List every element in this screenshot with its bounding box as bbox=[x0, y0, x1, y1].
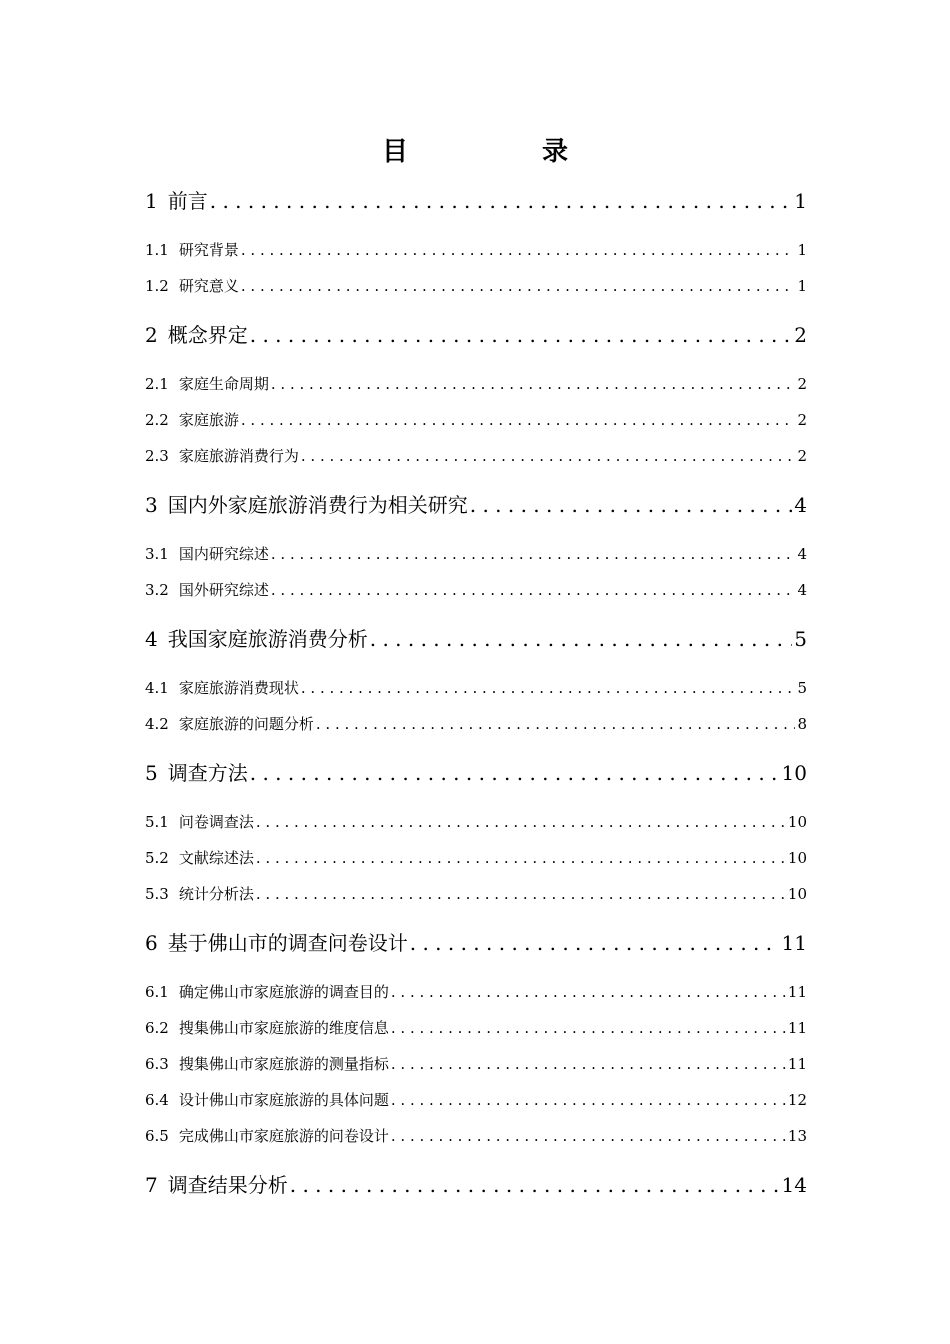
toc-page-number: 5 bbox=[794, 627, 807, 651]
toc-dot-leader bbox=[391, 1016, 786, 1040]
toc-title: 目 录 bbox=[381, 137, 622, 167]
toc-dot-leader bbox=[470, 490, 793, 520]
toc-entry-label: 搜集佛山市家庭旅游的维度信息 bbox=[178, 1019, 389, 1037]
toc-entry-label: 家庭生命周期 bbox=[178, 375, 269, 393]
toc-page-number: 11 bbox=[781, 931, 807, 955]
toc-section-entry[interactable] bbox=[145, 444, 807, 468]
toc-dot-leader bbox=[241, 408, 796, 432]
toc-section-entry[interactable] bbox=[145, 1016, 807, 1040]
toc-chapter-entry[interactable] bbox=[145, 624, 807, 654]
toc-entry-number: 2.1 bbox=[145, 375, 169, 393]
toc-section-entry[interactable] bbox=[145, 810, 807, 834]
toc-dot-leader bbox=[256, 846, 786, 870]
toc-section-entry[interactable] bbox=[145, 578, 807, 602]
toc-section-entry[interactable] bbox=[145, 408, 807, 432]
toc-entry-label: 调查结果分析 bbox=[167, 1173, 288, 1197]
toc-page-number: 4 bbox=[794, 493, 807, 517]
toc-entry-number: 6.1 bbox=[145, 983, 169, 1001]
toc-section-entry[interactable] bbox=[145, 676, 807, 700]
toc-entry-number: 6 bbox=[145, 931, 158, 955]
toc-entry-label: 概念界定 bbox=[167, 323, 248, 347]
toc-page-number: 10 bbox=[787, 813, 807, 831]
toc-page-number: 2 bbox=[797, 411, 807, 429]
toc-section-entry[interactable] bbox=[145, 1088, 807, 1112]
toc-dot-leader bbox=[301, 676, 796, 700]
toc-chapter-entry[interactable] bbox=[145, 758, 807, 788]
toc-chapter-entry[interactable] bbox=[145, 186, 807, 216]
toc-entry-number: 2 bbox=[145, 323, 158, 347]
toc-entry-number: 4 bbox=[145, 627, 158, 651]
toc-section-entry[interactable] bbox=[145, 980, 807, 1004]
toc-chapter-entry[interactable] bbox=[145, 928, 807, 958]
toc-dot-leader bbox=[301, 444, 796, 468]
toc-section-entry[interactable] bbox=[145, 274, 807, 298]
toc-dot-leader bbox=[410, 928, 780, 958]
toc-dot-leader bbox=[391, 1088, 786, 1112]
toc-dot-leader bbox=[391, 1052, 786, 1076]
toc-section-entry[interactable] bbox=[145, 882, 807, 906]
toc-entry-number: 6.2 bbox=[145, 1019, 169, 1037]
toc-dot-leader bbox=[250, 758, 780, 788]
toc-entry-number: 6.3 bbox=[145, 1055, 169, 1073]
toc-dot-leader bbox=[241, 238, 796, 262]
toc-page-number: 11 bbox=[787, 983, 807, 1001]
toc-entry-label: 我国家庭旅游消费分析 bbox=[167, 627, 368, 651]
toc-entry-label: 统计分析法 bbox=[178, 885, 254, 903]
toc-entry-number: 2.3 bbox=[145, 447, 169, 465]
toc-page-number: 4 bbox=[797, 545, 807, 563]
toc-dot-leader bbox=[316, 712, 796, 736]
toc-entry-label: 搜集佛山市家庭旅游的测量指标 bbox=[178, 1055, 389, 1073]
toc-entry-label: 家庭旅游的问题分析 bbox=[178, 715, 314, 733]
toc-page-number: 1 bbox=[797, 277, 807, 295]
toc-entry-label: 国外研究综述 bbox=[178, 581, 269, 599]
toc-dot-leader bbox=[271, 372, 796, 396]
toc-section-entry[interactable] bbox=[145, 542, 807, 566]
toc-entry-number: 5.2 bbox=[145, 849, 169, 867]
toc-entry-label: 前言 bbox=[167, 189, 208, 213]
toc-dot-leader bbox=[271, 542, 796, 566]
toc-section-entry[interactable] bbox=[145, 238, 807, 262]
toc-entry-label: 基于佛山市的调查问卷设计 bbox=[167, 931, 408, 955]
toc-section-entry[interactable] bbox=[145, 1124, 807, 1148]
toc-entry-label: 家庭旅游消费行为 bbox=[178, 447, 299, 465]
toc-dot-leader bbox=[241, 274, 796, 298]
toc-dot-leader bbox=[250, 320, 793, 350]
toc-page-number: 14 bbox=[781, 1173, 807, 1197]
toc-entry-number: 1.1 bbox=[145, 241, 169, 259]
toc-dot-leader bbox=[256, 882, 786, 906]
toc-entry-label: 完成佛山市家庭旅游的问卷设计 bbox=[178, 1127, 389, 1145]
toc-section-entry[interactable] bbox=[145, 1052, 807, 1076]
toc-entry-label: 国内外家庭旅游消费行为相关研究 bbox=[167, 493, 468, 517]
toc-dot-leader bbox=[290, 1170, 780, 1200]
toc-section-entry[interactable] bbox=[145, 846, 807, 870]
toc-entry-number: 7 bbox=[145, 1173, 158, 1197]
toc-chapter-entry[interactable] bbox=[145, 320, 807, 350]
toc-entry-label: 家庭旅游 bbox=[178, 411, 239, 429]
toc-entry-number: 5.1 bbox=[145, 813, 169, 831]
toc-entry-number: 1 bbox=[145, 189, 158, 213]
toc-dot-leader bbox=[256, 810, 786, 834]
toc-page-number: 1 bbox=[797, 241, 807, 259]
toc-entry-number: 6.4 bbox=[145, 1091, 169, 1109]
toc-section-entry[interactable] bbox=[145, 372, 807, 396]
toc-entry-label: 研究意义 bbox=[178, 277, 239, 295]
toc-entry-number: 4.2 bbox=[145, 715, 169, 733]
toc-dot-leader bbox=[391, 1124, 786, 1148]
toc-page-number: 10 bbox=[787, 849, 807, 867]
toc-chapter-entry[interactable] bbox=[145, 1170, 807, 1200]
toc-entry-number: 5 bbox=[145, 761, 158, 785]
toc-dot-leader bbox=[370, 624, 793, 654]
toc-page-number: 2 bbox=[794, 323, 807, 347]
toc-page-number: 8 bbox=[797, 715, 807, 733]
toc-entry-label: 国内研究综述 bbox=[178, 545, 269, 563]
toc-dot-leader bbox=[391, 980, 786, 1004]
toc-entry-number: 3 bbox=[145, 493, 158, 517]
toc-entry-label: 调查方法 bbox=[167, 761, 248, 785]
toc-page-number: 13 bbox=[787, 1127, 807, 1145]
toc-entry-label: 家庭旅游消费现状 bbox=[178, 679, 299, 697]
toc-page-number: 4 bbox=[797, 581, 807, 599]
toc-entry-number: 4.1 bbox=[145, 679, 169, 697]
toc-page-number: 1 bbox=[794, 189, 807, 213]
toc-page-number: 2 bbox=[797, 447, 807, 465]
toc-entry-number: 3.1 bbox=[145, 545, 169, 563]
toc-section-entry[interactable] bbox=[145, 712, 807, 736]
toc-page-number: 10 bbox=[781, 761, 807, 785]
toc-entry-number: 5.3 bbox=[145, 885, 169, 903]
toc-entry-label: 设计佛山市家庭旅游的具体问题 bbox=[178, 1091, 389, 1109]
toc-entry-label: 研究背景 bbox=[178, 241, 239, 259]
toc-dot-leader bbox=[271, 578, 796, 602]
toc-page-number: 2 bbox=[797, 375, 807, 393]
toc-entry-number: 1.2 bbox=[145, 277, 169, 295]
toc-page-number: 5 bbox=[797, 679, 807, 697]
toc-chapter-entry[interactable] bbox=[145, 490, 807, 520]
toc-entry-number: 3.2 bbox=[145, 581, 169, 599]
toc-page-number: 11 bbox=[787, 1019, 807, 1037]
toc-entry-label: 确定佛山市家庭旅游的调查目的 bbox=[178, 983, 389, 1001]
toc-entry-label: 文献综述法 bbox=[178, 849, 254, 867]
toc-page-number: 11 bbox=[787, 1055, 807, 1073]
toc-entry-label: 问卷调查法 bbox=[178, 813, 254, 831]
toc-page-number: 10 bbox=[787, 885, 807, 903]
toc-dot-leader bbox=[210, 186, 793, 216]
toc-entry-number: 2.2 bbox=[145, 411, 169, 429]
toc-page-number: 12 bbox=[787, 1091, 807, 1109]
toc-entry-number: 6.5 bbox=[145, 1127, 169, 1145]
